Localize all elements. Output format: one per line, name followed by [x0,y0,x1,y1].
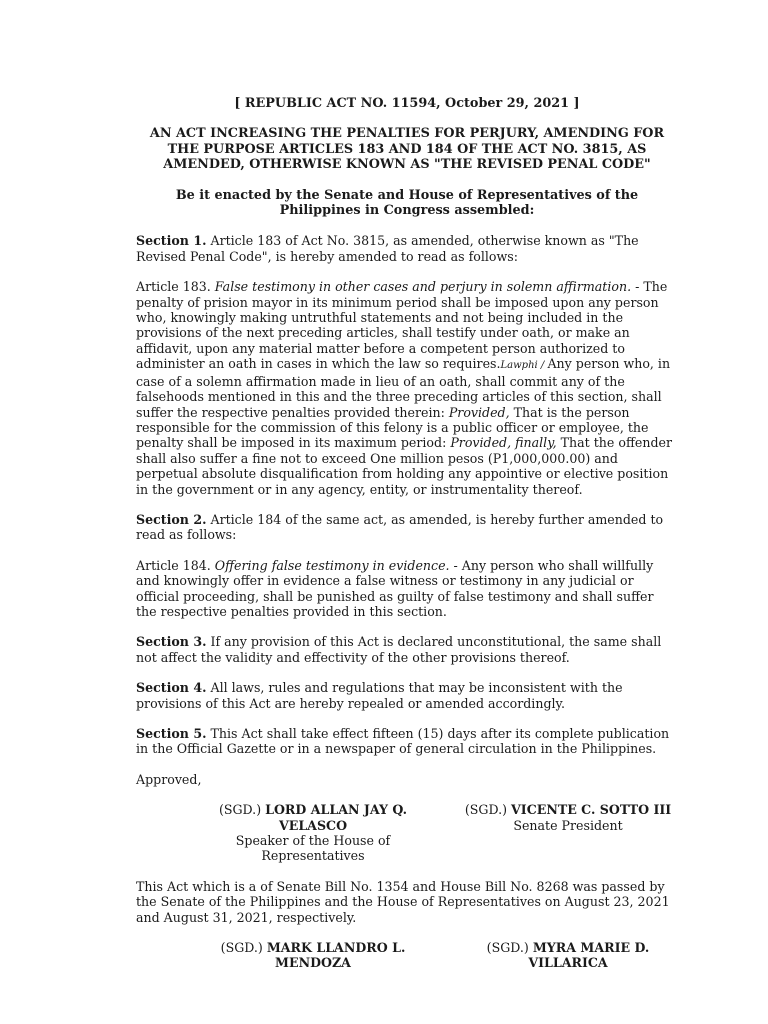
article-184-text: - Any person who shall willfully and knowingly offer in evidence a false witness or testimony in any judicial or official proceeding, shall be punished as guilty of false testimony and shall suffer the respective penalties provided in this section. [136,557,654,619]
document-body [136,96,678,986]
section-5-text: This Act shall take effect fifteen (15) days after its complete publication in the Official Gazette or in a newspaper of general circulation in the Philippines. [136,726,670,757]
article-183-provided: Provided, [448,404,510,420]
section-4-label: Section 4. [136,680,207,696]
signatory-speaker-name-line [188,802,438,833]
sgd-mark: (SGD.) [218,802,266,818]
section-5-label: Section 5. [136,726,207,741]
signatory-name: LORD ALLAN JAY Q. VELASCO [265,802,408,833]
signatory-title: Senate President [513,817,623,833]
section-1 [136,233,678,264]
section-2-label: Section 2. [136,511,207,527]
lawphi-watermark-sep: / [537,360,548,372]
signatory-name: MARK LLANDRO L. MENDOZA [266,940,406,971]
article-184 [136,558,678,620]
article-183-provided-finally: Provided, finally, [450,435,557,451]
signatory-name-line [188,940,438,971]
approved-label: Approved, [136,771,202,787]
section-3 [136,634,678,665]
signatory-senate-president-name-line [458,802,678,817]
signatory-speaker [188,802,438,864]
sgd-mark: (SGD.) [486,940,533,956]
sgd-mark: (SGD.) [464,802,512,818]
signatory-senate-president [458,802,678,864]
article-183 [136,279,678,497]
section-2 [136,512,678,543]
signatory-secretary-general-house [188,940,438,971]
signatory-name: MYRA MARIE D. VILLARICA [528,940,650,971]
section-4 [136,680,678,711]
section-2-text: Article 184 of the same act, as amended, is hereby further amended to read as follows: [136,511,664,543]
enacting-clause: Be it enacted by the Senate and House of Representatives of the Philippines in Congress assembled: [175,187,639,219]
article-183-text-c: That is the person responsible for the commission of this felony is a public officer or employee, the penalty shall be imposed in its maximum period: [136,404,649,451]
section-5 [136,726,678,757]
article-183-prefix: Article 183. [136,279,215,295]
section-3-text: If any provision of this Act is declared unconstitutional, the same shall not affect the validity and effectivity of the other provisions thereof. [136,634,662,665]
section-4-text: All laws, rules and regulations that may be inconsistent with the provisions of this Act are hereby repealed or amended accordingly. [136,680,623,711]
article-183-text-b: Any person who, in case of a solemn affirmation made in lieu of an oath, shall commit any of the falsehoods mentioned in this and the three preceding articles of this section, shall suffer the respective penalties provided therein: [136,356,671,420]
act-title: AN ACT INCREASING THE PENALTIES FOR PERJURY, AMENDING FOR THE PURPOSE ARTICLES 183 AND 184 OF THE ACT NO. 3815, AS AMENDED, OTHERWISE KNOWN AS "THE REVISED PENAL CODE" [149,126,665,173]
signatory-title: Speaker of the House of Representatives [235,833,391,864]
lawphi-watermark: Lawphi [500,360,538,372]
signature-block-1 [136,802,678,864]
signatory-name: VICENTE C. SOTTO III [511,802,672,818]
passage-note: This Act which is a of Senate Bill No. 1354 and House Bill No. 8268 was passed by the Senate of the Philippines and the House of Representatives on August 23, 2021 and August 31, 2021, respectively. [136,878,670,925]
section-1-text: Article 183 of Act No. 3815, as amended, otherwise known as "The Revised Penal Code", is hereby amended to read as follows: [136,233,639,264]
sgd-mark: (SGD.) [220,940,267,956]
act-header: [ REPUBLIC ACT NO. 11594, October 29, 2021 ] [234,96,580,111]
article-183-text-d: That the offender shall also suffer a fine not to exceed One million pesos (P1,000,000.00) and perpetual absolute disqualification from holding any appointive or elective position in the government or in any agency, entity, or instrumentality thereof. [136,435,672,497]
article-184-prefix: Article 184. [136,557,215,573]
section-1-label: Section 1. [136,233,207,249]
article-184-heading: Offering false testimony in evidence. [214,557,450,573]
article-183-text-a: - The penalty of prision mayor in its minimum period shall be imposed upon any person who, knowingly making untruthful statements and not being included in the provisions of the next preceding articles, shall testify under oath, or make an affidavit, upon any material matter before a competent person authorized to administer an oath in cases in which the law so requires. [136,279,668,372]
signatory-name-line [458,940,678,971]
signature-block-2 [136,940,678,971]
section-3-label: Section 3. [136,634,207,650]
signatory-secretary-senate [458,940,678,971]
article-183-heading: False testimony in other cases and perjury in solemn affirmation. [214,279,632,295]
